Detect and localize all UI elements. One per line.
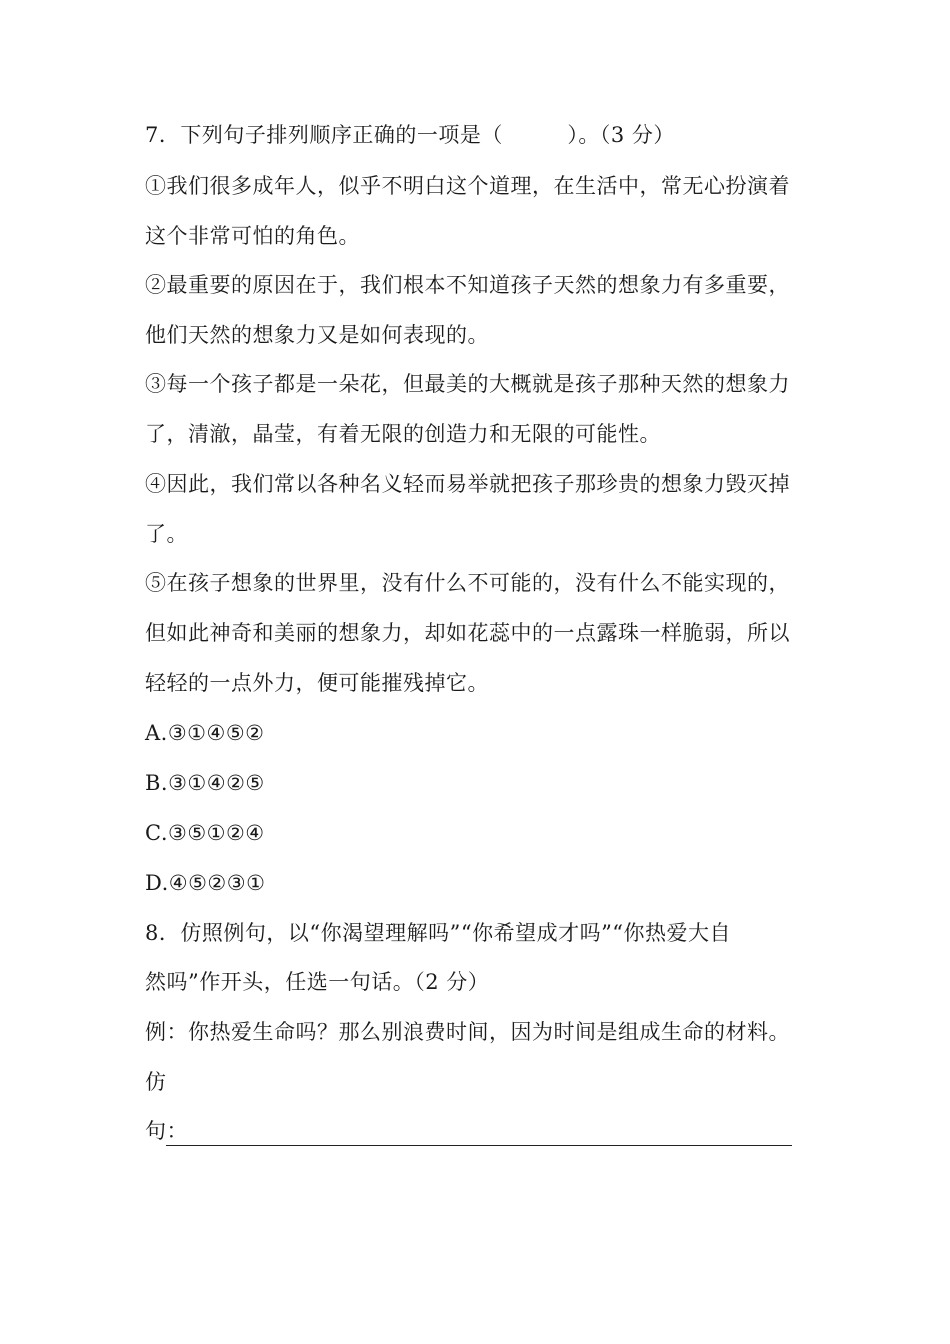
sentence-1-line-2: 这个非常可怕的角色。	[145, 224, 360, 248]
answer-label-line-2: 句：	[145, 1119, 188, 1143]
option-c: C.③⑤①②④	[145, 821, 265, 845]
sentence-5-line-1: ⑤在孩子想象的世界里，没有什么不可能的，没有什么不能实现的，	[145, 571, 790, 595]
answer-label-line-1: 仿	[145, 1070, 167, 1094]
sentence-5-line-3: 轻轻的一点外力，便可能摧残掉它。	[145, 671, 489, 695]
sentence-4-line-2: 了。	[145, 522, 188, 546]
sentence-5-line-2: 但如此神奇和美丽的想象力，却如花蕊中的一点露珠一样脆弱，所以	[145, 621, 790, 645]
sentence-1-line-1: ①我们很多成年人，似乎不明白这个道理，在生活中，常无心扮演着	[145, 174, 790, 198]
sentence-2-line-2: 他们天然的想象力又是如何表现的。	[145, 323, 489, 347]
answer-blank-line[interactable]	[166, 1145, 792, 1146]
sentence-3-line-2: 了，清澈，晶莹，有着无限的创造力和无限的可能性。	[145, 422, 661, 446]
question-8-stem-line-1: 8．仿照例句，以“你渴望理解吗”“你希望成才吗”“你热爱大自	[145, 921, 732, 945]
option-a: A.③①④⑤②	[145, 721, 265, 745]
sentence-4-line-1: ④因此，我们常以各种名义轻而易举就把孩子那珍贵的想象力毁灭掉	[145, 472, 790, 496]
example-sentence: 例：你热爱生命吗？那么别浪费时间，因为时间是组成生命的材料。	[145, 1020, 790, 1044]
sentence-2-line-1: ②最重要的原因在于，我们根本不知道孩子天然的想象力有多重要，	[145, 273, 790, 297]
question-7-stem: 7．下列句子排列顺序正确的一项是（ ）。（3 分）	[145, 123, 675, 147]
question-8-stem-line-2: 然吗”作开头，任选一句话。（2 分）	[145, 970, 490, 994]
option-b: B.③①④②⑤	[145, 771, 265, 795]
sentence-3-line-1: ③每一个孩子都是一朵花，但最美的大概就是孩子那种天然的想象力	[145, 372, 790, 396]
option-d: D.④⑤②③①	[145, 871, 266, 895]
